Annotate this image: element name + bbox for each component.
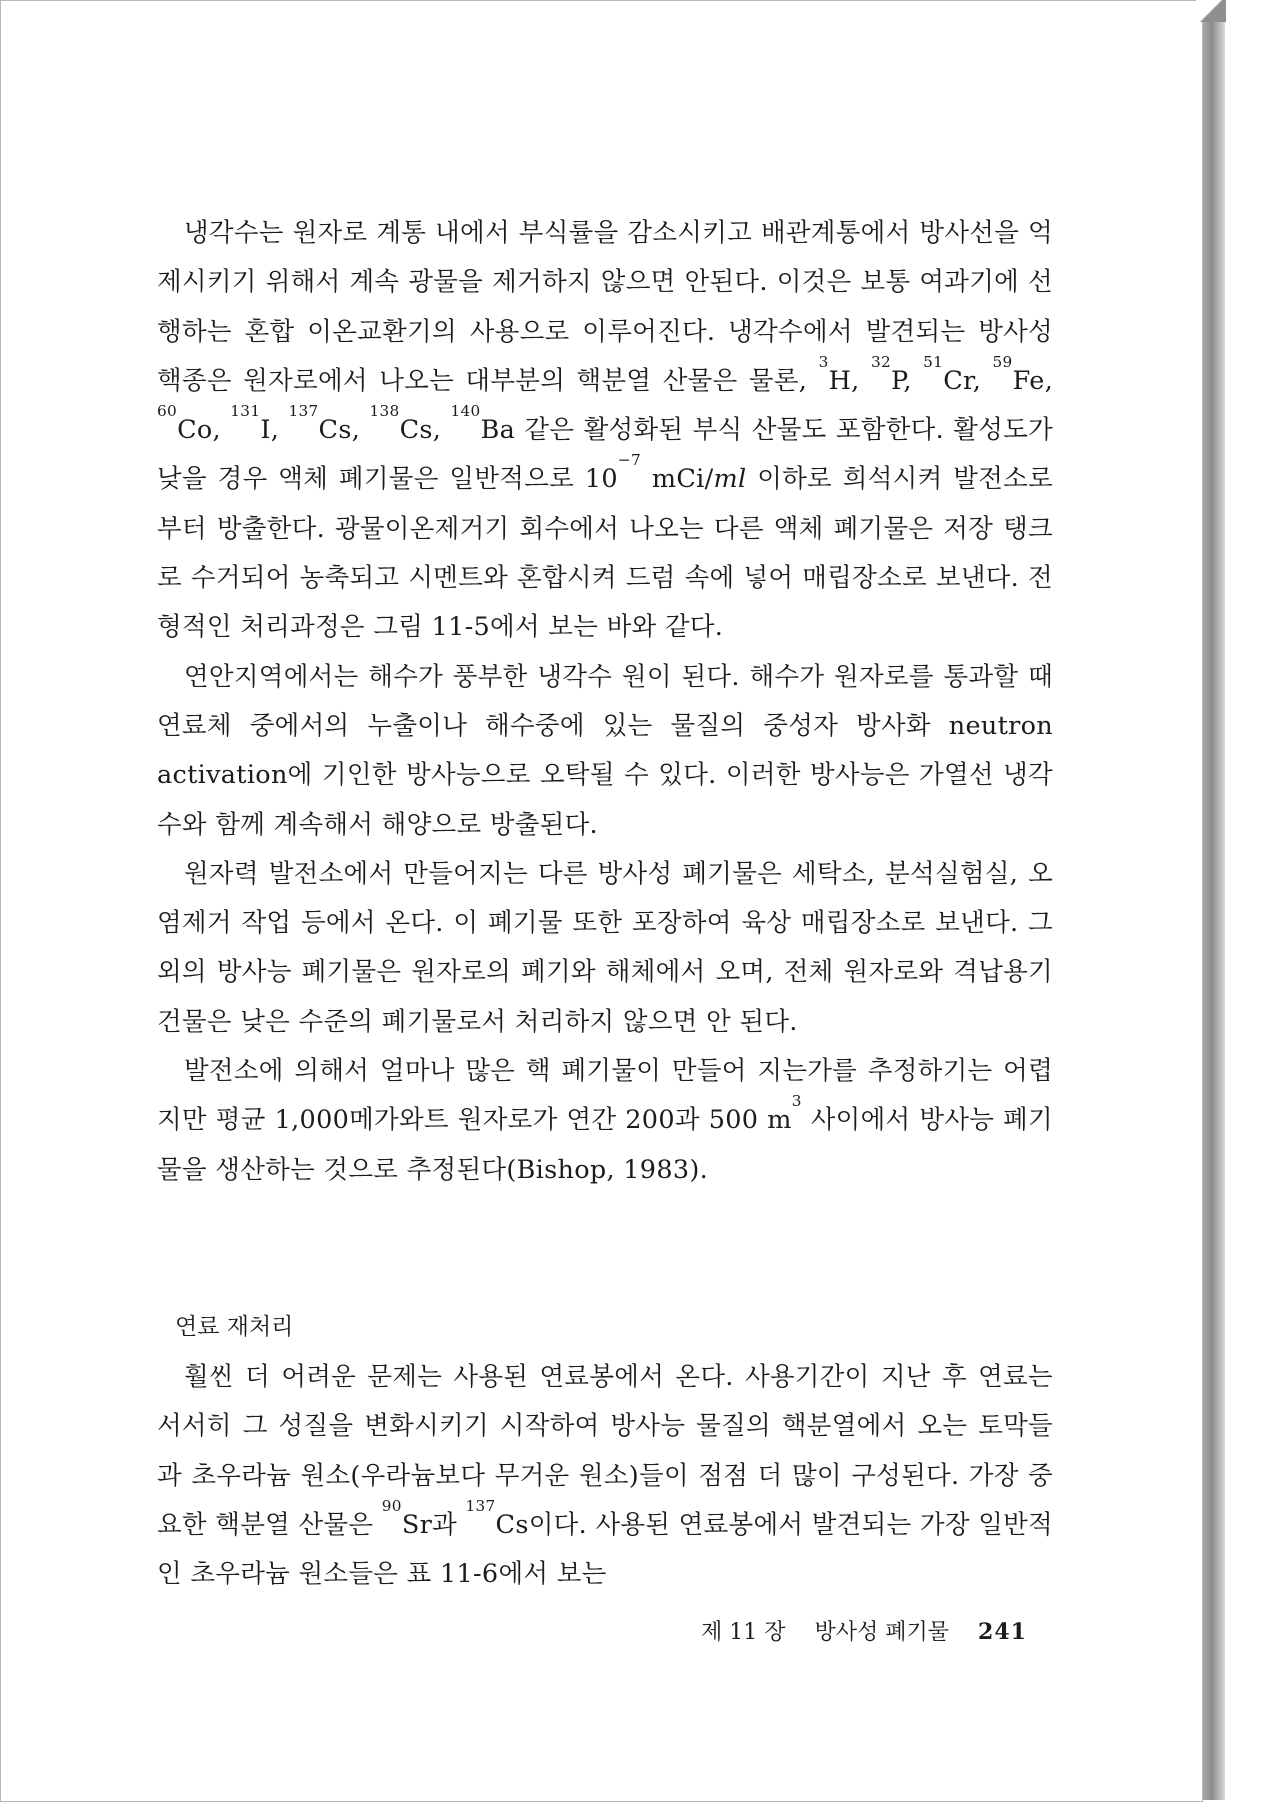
section-heading: 연료 재처리: [175, 1314, 294, 1340]
unit-text: mCi/: [641, 464, 714, 495]
isotope-symbol: P,: [891, 365, 924, 396]
chapter-label: 제 11 장: [701, 1620, 786, 1645]
paragraph-text: 발전소에 의해서 얼마나 많은 핵 폐기물이 만들어 지는가를 추정하기는 어렵지만 평균 1,000메가와트 원자로가 연간 200과 500 m: [157, 1056, 1053, 1136]
isotope-mass-number: 137: [288, 402, 319, 421]
isotope-symbol: Cs: [495, 1509, 529, 1540]
paragraph-coastal: 연안지역에서는 해수가 풍부한 냉각수 원이 된다. 해수가 원자로를 통과할 때 연료체 중에서의 누출이나 해수중에 있는 물질의 중성자 방사화 neutron activation에 기인한 방사능으로 오탁될 수 있다. 이러한 방사능은 가열선 냉각수와 함께 계속해서 해양으로 방출된다.: [157, 661, 1053, 840]
isotope-mass-number: 32: [870, 352, 892, 371]
paragraph-fuel-reprocessing: [157, 1353, 1053, 1599]
isotope-symbol: H,: [828, 365, 871, 396]
isotope-symbol: Ba: [480, 415, 516, 446]
chapter-title: 방사성 폐기물: [814, 1620, 950, 1645]
isotope-mass-number: 51: [923, 352, 944, 371]
page-edge-shadow: [1203, 6, 1225, 1800]
page-number: 241: [978, 1619, 1027, 1645]
unit-ml-italic: ml: [713, 464, 747, 495]
page-corner-fold: [1196, 0, 1226, 22]
isotope-symbol: Co,: [177, 415, 231, 446]
paragraph-text: 훨씬 더 어려운 문제는 사용된 연료봉에서 온다. 사용기간이 지난 후 연료는 서서히 그 성질을 변화시키기 시작하여 방사능 물질의 핵분열에서 오는 토막들과 초우라늄 원소(우라늄보다 무거운 원소)들이 점점 더 많이 구성된다. 가장 중요한 핵분열 산물은: [157, 1362, 1053, 1540]
isotope-mass-number: 3: [818, 352, 829, 371]
paragraph-text: 같은 활성화된 부식 산물도 포함한다. 활성도가 낮을 경우 액체 폐기물은 일반적으로 10: [157, 415, 1054, 495]
isotope-symbol: Cs,: [318, 415, 370, 446]
isotope-mass-number: 137: [465, 1496, 496, 1515]
paragraph-text: 이하로 희석시켜 발전소로부터 방출한다. 광물이온제거기 회수에서 나오는 다른 액체 폐기물은 저장 탱크로 수거되어 농축되고 시멘트와 혼합시켜 드럼 속에 넣어 매립장소로 보낸다. 전형적인 처리과정은 그림 11-5에서 보는 바와 같다.: [157, 464, 1054, 643]
isotope-mass-number: 140: [450, 402, 481, 421]
paragraph-text: 과: [432, 1509, 466, 1540]
isotope-mass-number: 90: [381, 1496, 402, 1515]
paragraph-estimate: [157, 1047, 1053, 1195]
isotope-mass-number: 138: [369, 402, 400, 421]
isotope-symbol: Sr: [401, 1509, 433, 1540]
paragraph-text: 냉각수는 원자로 계통 내에서 부식률을 감소시키고 배관계통에서 방사선을 억제시키기 위해서 계속 광물을 제거하지 않으면 안된다. 이것은 보통 여과기에 선행하는 혼합 이온교환기의 사용으로 이루어진다. 냉각수에서 발견되는 방사성 핵종은 원자로에서 나오는 대부분의 핵분열 산물은 물론,: [157, 218, 1053, 396]
isotope-mass-number: 60: [157, 402, 178, 421]
isotope-symbol: Cs,: [399, 415, 451, 446]
paragraph-cooling-water: [157, 209, 1053, 653]
section-body-text: [157, 1353, 1053, 1599]
paragraph-text: 이다. 사용된 연료봉에서 발견되는 가장 일반적인 초우라늄 원소들은 표 11-6에서 보는: [157, 1509, 1053, 1590]
isotope-symbol: Fe,: [1012, 365, 1053, 396]
exponent: −7: [617, 451, 642, 470]
isotope-symbol: I,: [260, 415, 289, 446]
isotope-symbol: Cr,: [943, 365, 993, 396]
running-footer: [701, 1617, 1031, 1648]
body-text: [157, 209, 1053, 1195]
paragraph-text: 사이에서 방사능 폐기물을 생산하는 것으로 추정된다(Bishop, 1983).: [157, 1105, 1053, 1185]
isotope-mass-number: 59: [992, 352, 1013, 371]
cubic-superscript: 3: [791, 1092, 802, 1111]
paragraph-other-waste: 원자력 발전소에서 만들어지는 다른 방사성 폐기물은 세탁소, 분석실험실, 오염제거 작업 등에서 온다. 이 폐기물 또한 포장하여 육상 매립장소로 보낸다. 그 외의 방사능 폐기물은 원자로의 폐기와 해체에서 오며, 전체 원자로와 격납용기 건물은 낮은 수준의 폐기물로서 처리하지 않으면 안 된다.: [157, 858, 1053, 1037]
isotope-mass-number: 131: [230, 402, 261, 421]
